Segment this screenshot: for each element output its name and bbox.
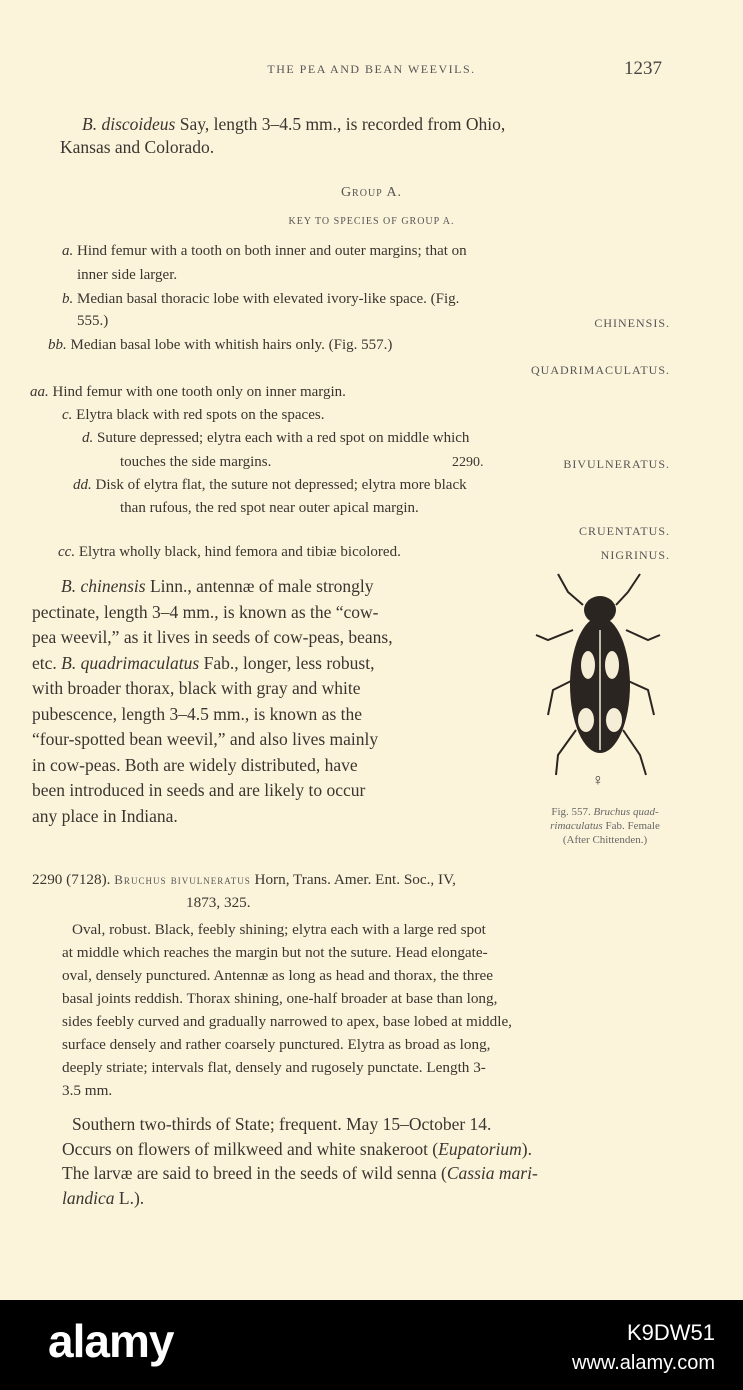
caption-species: rimaculatus [550, 820, 603, 832]
key-label: cc. [58, 544, 76, 560]
key-text: Disk of elytra flat, the suture not depressed; elytra more black [95, 477, 467, 493]
plant-name: Cassia mari- [446, 1163, 538, 1183]
dist-text: L.). [114, 1187, 145, 1208]
key-text: 555.) [77, 313, 109, 329]
entry-number: 2290 (7128). [32, 871, 115, 888]
entry-citation: Horn, Trans. Amer. Ent. Soc., IV, [250, 871, 456, 888]
key-label: a. [62, 243, 74, 259]
weevil-illustration [528, 570, 668, 785]
key-text: Hind femur with one tooth only on inner margin. [52, 384, 346, 400]
key-label: bb. [48, 337, 67, 353]
para-text: pubescence, length 3–4.5 mm., is known as the [32, 703, 363, 724]
chinensis-paragraph [32, 574, 520, 829]
key-text: Median basal lobe with whitish hairs only. (Fig. 557.) [70, 337, 393, 353]
dist-line: Southern two-thirds of State; frequent. May 15–October 14. [72, 1114, 492, 1134]
page-number: 1237 [624, 58, 662, 79]
para-text: been introduced in seeds and are likely to occur [32, 780, 366, 800]
plant-name: Eupatorium [438, 1138, 522, 1159]
key-title: KEY TO SPECIES OF GROUP A. [288, 216, 455, 227]
figure-caption [525, 805, 685, 847]
genus: B. [82, 114, 98, 134]
key-label: dd. [73, 477, 92, 493]
key-result: CHINENSIS. [594, 316, 670, 330]
para-text: in cow-peas. Both are widely distributed, have [32, 754, 358, 775]
website: www.alamy.com [572, 1352, 715, 1374]
key-label: aa. [30, 384, 49, 400]
species-name: discoideus [101, 114, 176, 134]
desc-line: sides feebly curved and gradually narrowed to apex, base lobed at middle, [62, 1013, 512, 1030]
species-entry-heading [32, 868, 672, 914]
group-title: Group A. [340, 185, 403, 200]
para-text: pectinate, length 3–4 mm., is known as the “cow- [32, 601, 379, 622]
caption-credit: (After Chittenden.) [562, 834, 648, 846]
species-name: B. chinensis [61, 576, 146, 596]
intro-text-2: Kansas and Colorado. [60, 137, 215, 157]
running-title: THE PEA AND BEAN WEEVILS. [267, 62, 476, 76]
caption-species: Bruchus quad- [593, 806, 659, 818]
plant-name: landica [62, 1187, 115, 1208]
intro-paragraph [62, 113, 672, 159]
species-number: 2290. [452, 455, 484, 470]
key-text: than rufous, the red spot near outer apical margin. [120, 500, 419, 516]
species-name: B. quadrimaculatus [61, 652, 200, 673]
desc-line: at middle which reaches the margin but not the suture. Head elongate- [62, 944, 488, 961]
female-symbol: ♀ [592, 772, 604, 789]
key-result: NIGRINUS. [600, 548, 670, 562]
para-text: with broader thorax, black with gray and white [32, 678, 361, 698]
para-text: any place in Indiana. [32, 805, 178, 826]
entry-species-name: Bruchus bivulneratus [114, 872, 251, 887]
key-text: Elytra wholly black, hind femora and tibiæ bicolored. [78, 544, 401, 560]
dist-text: Occurs on flowers of milkweed and white snakeroot ( [62, 1138, 439, 1159]
key-text: Hind femur with a tooth on both inner and outer margins; that on [77, 243, 467, 259]
key-label: c. [62, 407, 73, 423]
caption-text: Fab. Female [602, 820, 660, 832]
para-text: “four-spotted bean weevil,” and also lives mainly [32, 729, 379, 749]
desc-line: deeply striate; intervals flat, densely and rugosely punctate. Length 3- [62, 1059, 486, 1076]
entry-citation: 1873, 325. [186, 894, 251, 911]
alamy-logo: alamy [48, 1315, 174, 1367]
para-text: pea weevil,” as it lives in seeds of cow-peas, beans, [32, 627, 393, 647]
desc-line: surface densely and rather coarsely punctured. Elytra as broad as long, [62, 1036, 491, 1053]
key-result: CRUENTATUS. [578, 524, 670, 538]
species-key [0, 241, 743, 571]
watermark-footer [0, 1300, 743, 1390]
key-text: Suture depressed; elytra each with a red spot on middle which [97, 430, 470, 446]
distribution-paragraph [62, 1112, 674, 1210]
key-label: b. [62, 291, 74, 307]
key-text: Elytra black with red spots on the spaces. [76, 407, 325, 423]
intro-text: Say, length 3–4.5 mm., is recorded from Ohio, [175, 114, 506, 134]
desc-line: Oval, robust. Black, feebly shining; elytra each with a large red spot [72, 921, 486, 938]
key-text: Median basal thoracic lobe with elevated ivory-like space. (Fig. [77, 291, 460, 307]
image-id: K9DW51 [626, 1320, 715, 1345]
desc-line: oval, densely punctured. Antennæ as long as head and thorax, the three [62, 967, 494, 984]
key-result: QUADRIMACULATUS. [530, 363, 670, 377]
dist-text: The larvæ are said to breed in the seeds of wild senna ( [62, 1163, 447, 1183]
para-text: Linn., antennæ of male strongly [145, 576, 374, 596]
dist-text: ). [521, 1138, 532, 1159]
key-result: BIVULNERATUS. [563, 457, 670, 471]
caption-text: Fig. 557. [551, 806, 594, 818]
key-text: inner side larger. [77, 267, 178, 283]
key-text: touches the side margins. [120, 454, 272, 470]
desc-line: basal joints reddish. Thorax shining, one-half broader at base than long, [62, 990, 498, 1007]
para-text: etc. [32, 652, 62, 673]
para-text: Fab., longer, less robust, [199, 652, 375, 673]
desc-line: 3.5 mm. [62, 1082, 113, 1099]
species-description [62, 918, 672, 1102]
key-label: d. [82, 430, 94, 446]
